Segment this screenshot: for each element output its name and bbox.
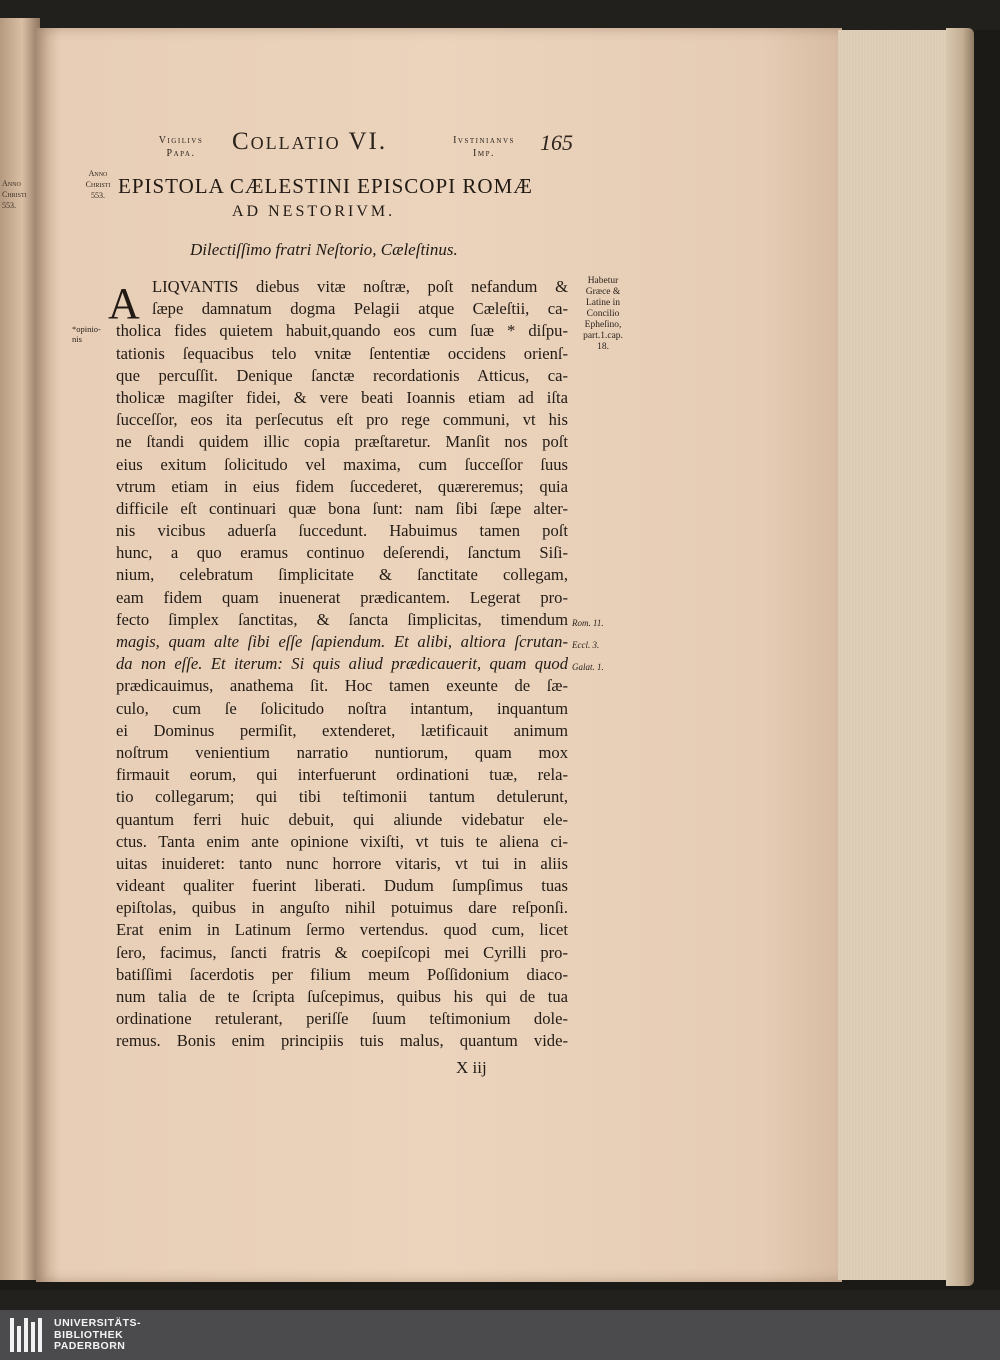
left-page-margin-line: Christi <box>2 190 27 199</box>
text-line: fecto ſimplex ſanctitas, & ſancta ſimplicitas, timendum <box>116 609 568 629</box>
letter-title: EPISTOLA CÆLESTINI EPISCOPI ROMÆ <box>118 174 533 198</box>
text-line: culo, cum ſe ſolicitudo noſtra intantum, inquantum <box>116 698 568 718</box>
signature-mark: X iij <box>456 1058 487 1077</box>
margin-left-line: nis <box>72 334 82 344</box>
text-line: noſtrum venientium narratio nuntiorum, quam mox <box>116 742 568 762</box>
text-line: vtrum etiam in eius fidem ſuccederet, quæreremus; quia <box>116 476 568 496</box>
left-page-margin-line: 553. <box>2 201 16 210</box>
text-line: hunc, a quo eramus continuo deſerendi, ſanctum Siſi- <box>116 543 568 563</box>
text-line: firmauit eorum, qui interfuerunt ordinationi tuæ, rela- <box>116 765 568 785</box>
text-line: quantum ferri huic debuit, qui aliunde videbatur ele- <box>116 809 568 829</box>
anno-line: Christi <box>85 180 111 189</box>
library-footer <box>0 1310 1000 1360</box>
left-page-margin-line: Anno <box>2 179 21 188</box>
text-line: ctus. Tanta enim ante opinione vixiſti, vt tuis te aliena ci- <box>116 831 568 851</box>
text-line: Erat enim in Latinum ſermo vertendus. quod cum, licet <box>116 920 568 940</box>
text-line: tholica fides quietem habuit,quando eos cum ſuæ * diſpu- <box>116 321 568 341</box>
margin-ref-galatians: Galat. 1. <box>572 662 604 672</box>
text-line: tholicæ magiſter fidei, & vere beati Ioannis etiam ad iſta <box>116 387 568 407</box>
anno-line: Anno <box>88 169 108 178</box>
margin-note-line: Concilio <box>586 309 620 319</box>
footnote-marker-note <box>72 324 112 344</box>
text-line: prædicauimus, anathema ſit. Hoc tamen exeunte de ſæ- <box>116 676 568 696</box>
text-line: eius exitum ſolicitudo vel maxima, cum ſucceſſor ſuus <box>116 454 568 474</box>
text-line: ordinatione retulerant, periſſe ſuum teſtimonium dole- <box>116 1009 568 1029</box>
page-number: 165 <box>540 130 573 155</box>
anno-line: 553. <box>91 191 105 200</box>
text-line: ſero, facimus, ſancti fratris & coepiſcopi mei Cyrilli pro- <box>116 942 568 962</box>
text-line: nium, celebratum ſimplicitate & ſanctitate collegam, <box>116 565 568 585</box>
running-head-right <box>434 134 534 160</box>
running-head-left-line2: Papa. <box>166 148 196 159</box>
running-head-right-line2: Imp. <box>473 148 495 159</box>
margin-left-line: *opinio- <box>72 324 101 334</box>
library-name-line2: BIBLIOTHEK <box>54 1328 124 1341</box>
text-line: ne ſtandi quidem illic copia præſtaretur. Manſit nos poſt <box>116 432 568 452</box>
text-line: uitas inuideret: tanto nunc horrore vitaris, vt tui in aliis <box>116 853 568 873</box>
letter-title-sub: AD NESTORIVM. <box>232 203 396 220</box>
salutation: Dilectiſſimo fratri Neſtorio, Cæleſtinus. <box>190 240 458 259</box>
left-facing-page <box>0 18 40 1280</box>
margin-note-line: 18. <box>597 342 609 352</box>
running-head-title: Collatio VI. <box>232 128 388 155</box>
left-page-margin-note <box>2 178 38 211</box>
background-bottom <box>0 1290 1000 1310</box>
text-line: ei Dominus permiſit, extenderet, lætificauit animum <box>116 720 568 740</box>
library-logo-icon <box>10 1318 46 1352</box>
text-line: da non eſſe. Et iterum: Si quis aliud prædicauerit, quam quod <box>116 654 568 674</box>
book-page-edges <box>838 30 950 1280</box>
text-line: ſæpe damnatum dogma Pelagii atque Cæleſtii, ca- <box>152 299 568 319</box>
margin-note-line: Græce & <box>585 287 621 297</box>
text-line: epiſtolas, quibus in anguſto nihil potuimus dare reſponſi. <box>116 898 568 918</box>
text-line: nis vicibus aduerſa ſuccedunt. Habuimus tamen poſt <box>116 521 568 541</box>
text-line: ſucceſſor, eos ita perſecutus eſt pro rege communi, vt his <box>116 410 568 430</box>
text-line: LIQVANTIS diebus vitæ noſtræ, poſt nefandum & <box>152 277 568 296</box>
anno-christi-note <box>78 168 118 201</box>
text-line: eam fidem quam inuenerat prædicantem. Legerat pro- <box>116 587 568 607</box>
text-line: num talia de te ſcripta ſuſcepimus, quibus his qui de tua <box>116 987 568 1006</box>
text-line: difficile eſt continuari quæ bona ſunt: nam ſibi ſæpe alter- <box>116 498 568 518</box>
running-head-left <box>146 134 216 160</box>
book-cover-edge <box>946 28 974 1286</box>
body-text <box>116 276 568 1053</box>
text-line: magis, quam alte ſibi eſſe ſapiendum. Et alibi, altiora ſcrutan- <box>116 632 568 651</box>
text-line: videant qualiter fuerint liberati. Dudum ſumpſimus tuas <box>116 876 568 896</box>
margin-note-line: Latine in <box>585 298 621 308</box>
text-line: tio collegarum; qui tibi teſtimonii tantum detulerunt, <box>116 787 568 807</box>
margin-note-line: part.1.cap. <box>583 331 623 341</box>
running-head-right-line1: Ivstinianvs <box>453 135 515 146</box>
library-name-line3: PADERBORN <box>54 1340 126 1352</box>
library-name <box>54 1318 141 1353</box>
margin-ref-ecclesiastes: Eccl. 3. <box>572 640 600 650</box>
margin-note-line: Habetur <box>587 276 619 286</box>
text-line: remus. Bonis enim principiis tuis malus, quantum vide- <box>116 1031 568 1051</box>
text-line: que percuſſit. Denique ſanctæ recordationis Atticus, ca- <box>116 365 568 385</box>
running-head-left-line1: Vigilivs <box>158 135 204 146</box>
margin-ref-romans: Rom. 11. <box>572 618 604 628</box>
drop-cap: A <box>108 279 140 328</box>
margin-note-concilio <box>572 276 634 353</box>
margin-note-line: Epheſino, <box>584 320 622 330</box>
text-line: batiſſimi ſacerdotis per filium meum Poſſidonium diaco- <box>116 964 568 984</box>
library-name-line1: UNIVERSITÄTS- <box>54 1317 142 1329</box>
text-line: tationis ſequacibus telo vnitæ ſententiæ occidens orienſ- <box>116 343 568 363</box>
background-top <box>0 0 1000 30</box>
